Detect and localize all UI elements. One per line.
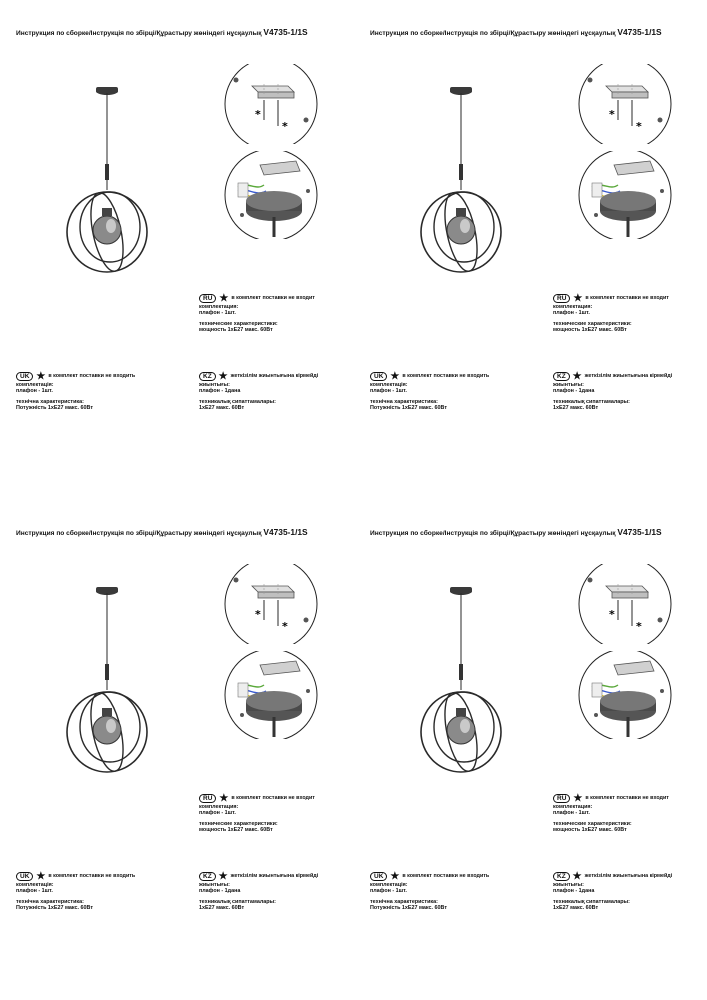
kz-tech-value: 1хE27 макс. 60Вт xyxy=(199,904,245,911)
ru-not-included: в комплект поставки не входит xyxy=(231,295,315,302)
ru-kit-label: комплектация: xyxy=(199,304,239,310)
wiring-canopy-detail xyxy=(578,651,672,739)
uk-tech-value: Потужність 1хE27 макс. 60Вт xyxy=(16,404,93,411)
uk-tech-label: технічна характеристика: xyxy=(370,398,438,405)
uk-not-included: в комплект поставки не входить xyxy=(402,373,490,380)
uk-info-block xyxy=(16,872,135,911)
model-number: V4735-1/1S xyxy=(263,527,308,537)
uk-tech-value: Потужність 1хE27 макс. 60Вт xyxy=(16,904,93,911)
mounting-bracket-detail xyxy=(578,564,672,644)
uk-info-block xyxy=(370,872,489,911)
kz-tech-label: техникалық сипаттамалары: xyxy=(199,898,276,905)
star-icon: ★ xyxy=(572,370,582,382)
svg-text:*: * xyxy=(636,620,642,633)
ru-tech-value: мощность 1хE27 макс. 60Вт xyxy=(553,826,627,833)
pendant-lamp-illustration xyxy=(408,582,530,782)
ru-badge: RU xyxy=(553,794,570,803)
star-icon: ★ xyxy=(36,370,46,382)
ru-kit-label: комплектация: xyxy=(553,304,593,310)
uk-kit-label: комплектація: xyxy=(370,882,408,888)
ru-tech-label: технические характеристики: xyxy=(199,820,278,827)
pendant-lamp-illustration xyxy=(54,582,176,782)
mounting-bracket-detail xyxy=(578,64,672,144)
svg-text:*: * xyxy=(255,108,261,121)
instruction-panel-bottom-left xyxy=(0,500,353,1000)
star-icon: ★ xyxy=(218,370,228,382)
uk-badge: UK xyxy=(370,872,387,881)
svg-text:*: * xyxy=(609,108,615,121)
kz-tech-value: 1хE27 макс. 60Вт xyxy=(553,404,599,411)
kz-info-block xyxy=(553,372,672,411)
kz-not-included: жеткізілім жиынтығына кірмейді xyxy=(230,373,319,380)
kz-not-included: жеткізілім жиынтығына кірмейді xyxy=(584,873,673,880)
title-text: Инструкция по сборке/Інструкція по збірці/Құрастыру жөніндегі нұсқаулық xyxy=(16,30,262,37)
kz-tech-value: 1хE27 макс. 60Вт xyxy=(553,904,599,911)
uk-tech-label: технічна характеристика: xyxy=(16,398,84,405)
star-icon: ★ xyxy=(390,370,400,382)
star-icon: ★ xyxy=(573,292,583,304)
uk-tech-value: Потужність 1хE27 макс. 60Вт xyxy=(370,404,447,411)
instruction-title xyxy=(370,527,662,537)
ru-tech-value: мощность 1хE27 макс. 60Вт xyxy=(553,326,627,333)
uk-not-included: в комплект поставки не входить xyxy=(48,373,136,380)
kz-kit-value: плафон - 1дана xyxy=(553,888,595,895)
uk-info-block xyxy=(16,372,135,411)
star-icon: ★ xyxy=(219,792,229,804)
kz-badge: KZ xyxy=(553,372,570,381)
uk-badge: UK xyxy=(370,372,387,381)
kz-tech-value: 1хE27 макс. 60Вт xyxy=(199,404,245,411)
uk-badge: UK xyxy=(16,372,33,381)
kz-badge: KZ xyxy=(553,872,570,881)
ru-kit-label: комплектация: xyxy=(199,804,239,810)
svg-text:*: * xyxy=(609,608,615,621)
ru-kit-label: комплектация: xyxy=(553,804,593,810)
instruction-title xyxy=(370,27,662,37)
ru-tech-label: технические характеристики: xyxy=(199,320,278,327)
instruction-title xyxy=(16,27,308,37)
uk-kit-value: плафон - 1шт. xyxy=(370,388,407,395)
ru-badge: RU xyxy=(553,294,570,303)
model-number: V4735-1/1S xyxy=(617,27,662,37)
ru-tech-label: технические характеристики: xyxy=(553,320,632,327)
instruction-title xyxy=(16,527,308,537)
kz-not-included: жеткізілім жиынтығына кірмейді xyxy=(230,873,319,880)
uk-kit-label: комплектація: xyxy=(16,882,54,888)
ru-not-included: в комплект поставки не входит xyxy=(585,795,669,802)
star-icon: ★ xyxy=(390,870,400,882)
ru-info-block xyxy=(199,294,315,333)
kz-badge: KZ xyxy=(199,372,216,381)
wiring-canopy-detail xyxy=(224,651,318,739)
uk-kit-label: комплектація: xyxy=(370,382,408,388)
wiring-canopy-detail xyxy=(578,151,672,239)
ru-tech-value: мощность 1хE27 макс. 60Вт xyxy=(199,826,273,833)
kz-kit-label: жиынтығы: xyxy=(553,382,584,388)
svg-text:*: * xyxy=(282,620,288,633)
ru-kit-value: плафон - 1шт. xyxy=(553,810,590,817)
model-number: V4735-1/1S xyxy=(263,27,308,37)
star-icon: ★ xyxy=(36,870,46,882)
mounting-bracket-detail xyxy=(224,64,318,144)
kz-kit-label: жиынтығы: xyxy=(199,382,230,388)
uk-not-included: в комплект поставки не входить xyxy=(402,873,490,880)
ru-badge: RU xyxy=(199,794,216,803)
star-icon: ★ xyxy=(219,292,229,304)
ru-tech-label: технические характеристики: xyxy=(553,820,632,827)
svg-text:*: * xyxy=(636,120,642,133)
ru-info-block xyxy=(553,794,669,833)
svg-text:*: * xyxy=(255,608,261,621)
star-icon: ★ xyxy=(572,870,582,882)
ru-info-block xyxy=(199,794,315,833)
uk-not-included: в комплект поставки не входить xyxy=(48,873,136,880)
uk-info-block xyxy=(370,372,489,411)
ru-kit-value: плафон - 1шт. xyxy=(553,310,590,317)
ru-not-included: в комплект поставки не входит xyxy=(585,295,669,302)
uk-tech-label: технічна характеристика: xyxy=(16,898,84,905)
kz-tech-label: техникалық сипаттамалары: xyxy=(553,398,630,405)
ru-kit-value: плафон - 1шт. xyxy=(199,810,236,817)
kz-kit-label: жиынтығы: xyxy=(199,882,230,888)
kz-tech-label: техникалық сипаттамалары: xyxy=(199,398,276,405)
wiring-canopy-detail xyxy=(224,151,318,239)
uk-tech-label: технічна характеристика: xyxy=(370,898,438,905)
title-text: Инструкция по сборке/Інструкція по збірці/Құрастыру жөніндегі нұсқаулық xyxy=(370,530,616,537)
ru-kit-value: плафон - 1шт. xyxy=(199,310,236,317)
kz-info-block xyxy=(199,872,318,911)
instruction-panel-bottom-right xyxy=(354,500,707,1000)
ru-badge: RU xyxy=(199,294,216,303)
uk-badge: UK xyxy=(16,872,33,881)
instruction-panel-top-left xyxy=(0,0,353,500)
pendant-lamp-illustration xyxy=(54,82,176,282)
kz-info-block xyxy=(553,872,672,911)
ru-not-included: в комплект поставки не входит xyxy=(231,795,315,802)
kz-not-included: жеткізілім жиынтығына кірмейді xyxy=(584,373,673,380)
kz-kit-value: плафон - 1дана xyxy=(553,388,595,395)
star-icon: ★ xyxy=(573,792,583,804)
model-number: V4735-1/1S xyxy=(617,527,662,537)
ru-info-block xyxy=(553,294,669,333)
uk-kit-value: плафон - 1шт. xyxy=(370,888,407,895)
uk-kit-value: плафон - 1шт. xyxy=(16,388,53,395)
ru-tech-value: мощность 1хE27 макс. 60Вт xyxy=(199,326,273,333)
uk-kit-label: комплектація: xyxy=(16,382,54,388)
kz-kit-value: плафон - 1дана xyxy=(199,388,241,395)
title-text: Инструкция по сборке/Інструкція по збірці/Құрастыру жөніндегі нұсқаулық xyxy=(370,30,616,37)
title-text: Инструкция по сборке/Інструкція по збірці/Құрастыру жөніндегі нұсқаулық xyxy=(16,530,262,537)
star-icon: ★ xyxy=(218,870,228,882)
kz-info-block xyxy=(199,372,318,411)
uk-tech-value: Потужність 1хE27 макс. 60Вт xyxy=(370,904,447,911)
kz-kit-value: плафон - 1дана xyxy=(199,888,241,895)
pendant-lamp-illustration xyxy=(408,82,530,282)
uk-kit-value: плафон - 1шт. xyxy=(16,888,53,895)
mounting-bracket-detail xyxy=(224,564,318,644)
kz-tech-label: техникалық сипаттамалары: xyxy=(553,898,630,905)
instruction-panel-top-right xyxy=(354,0,707,500)
svg-text:*: * xyxy=(282,120,288,133)
kz-kit-label: жиынтығы: xyxy=(553,882,584,888)
kz-badge: KZ xyxy=(199,872,216,881)
